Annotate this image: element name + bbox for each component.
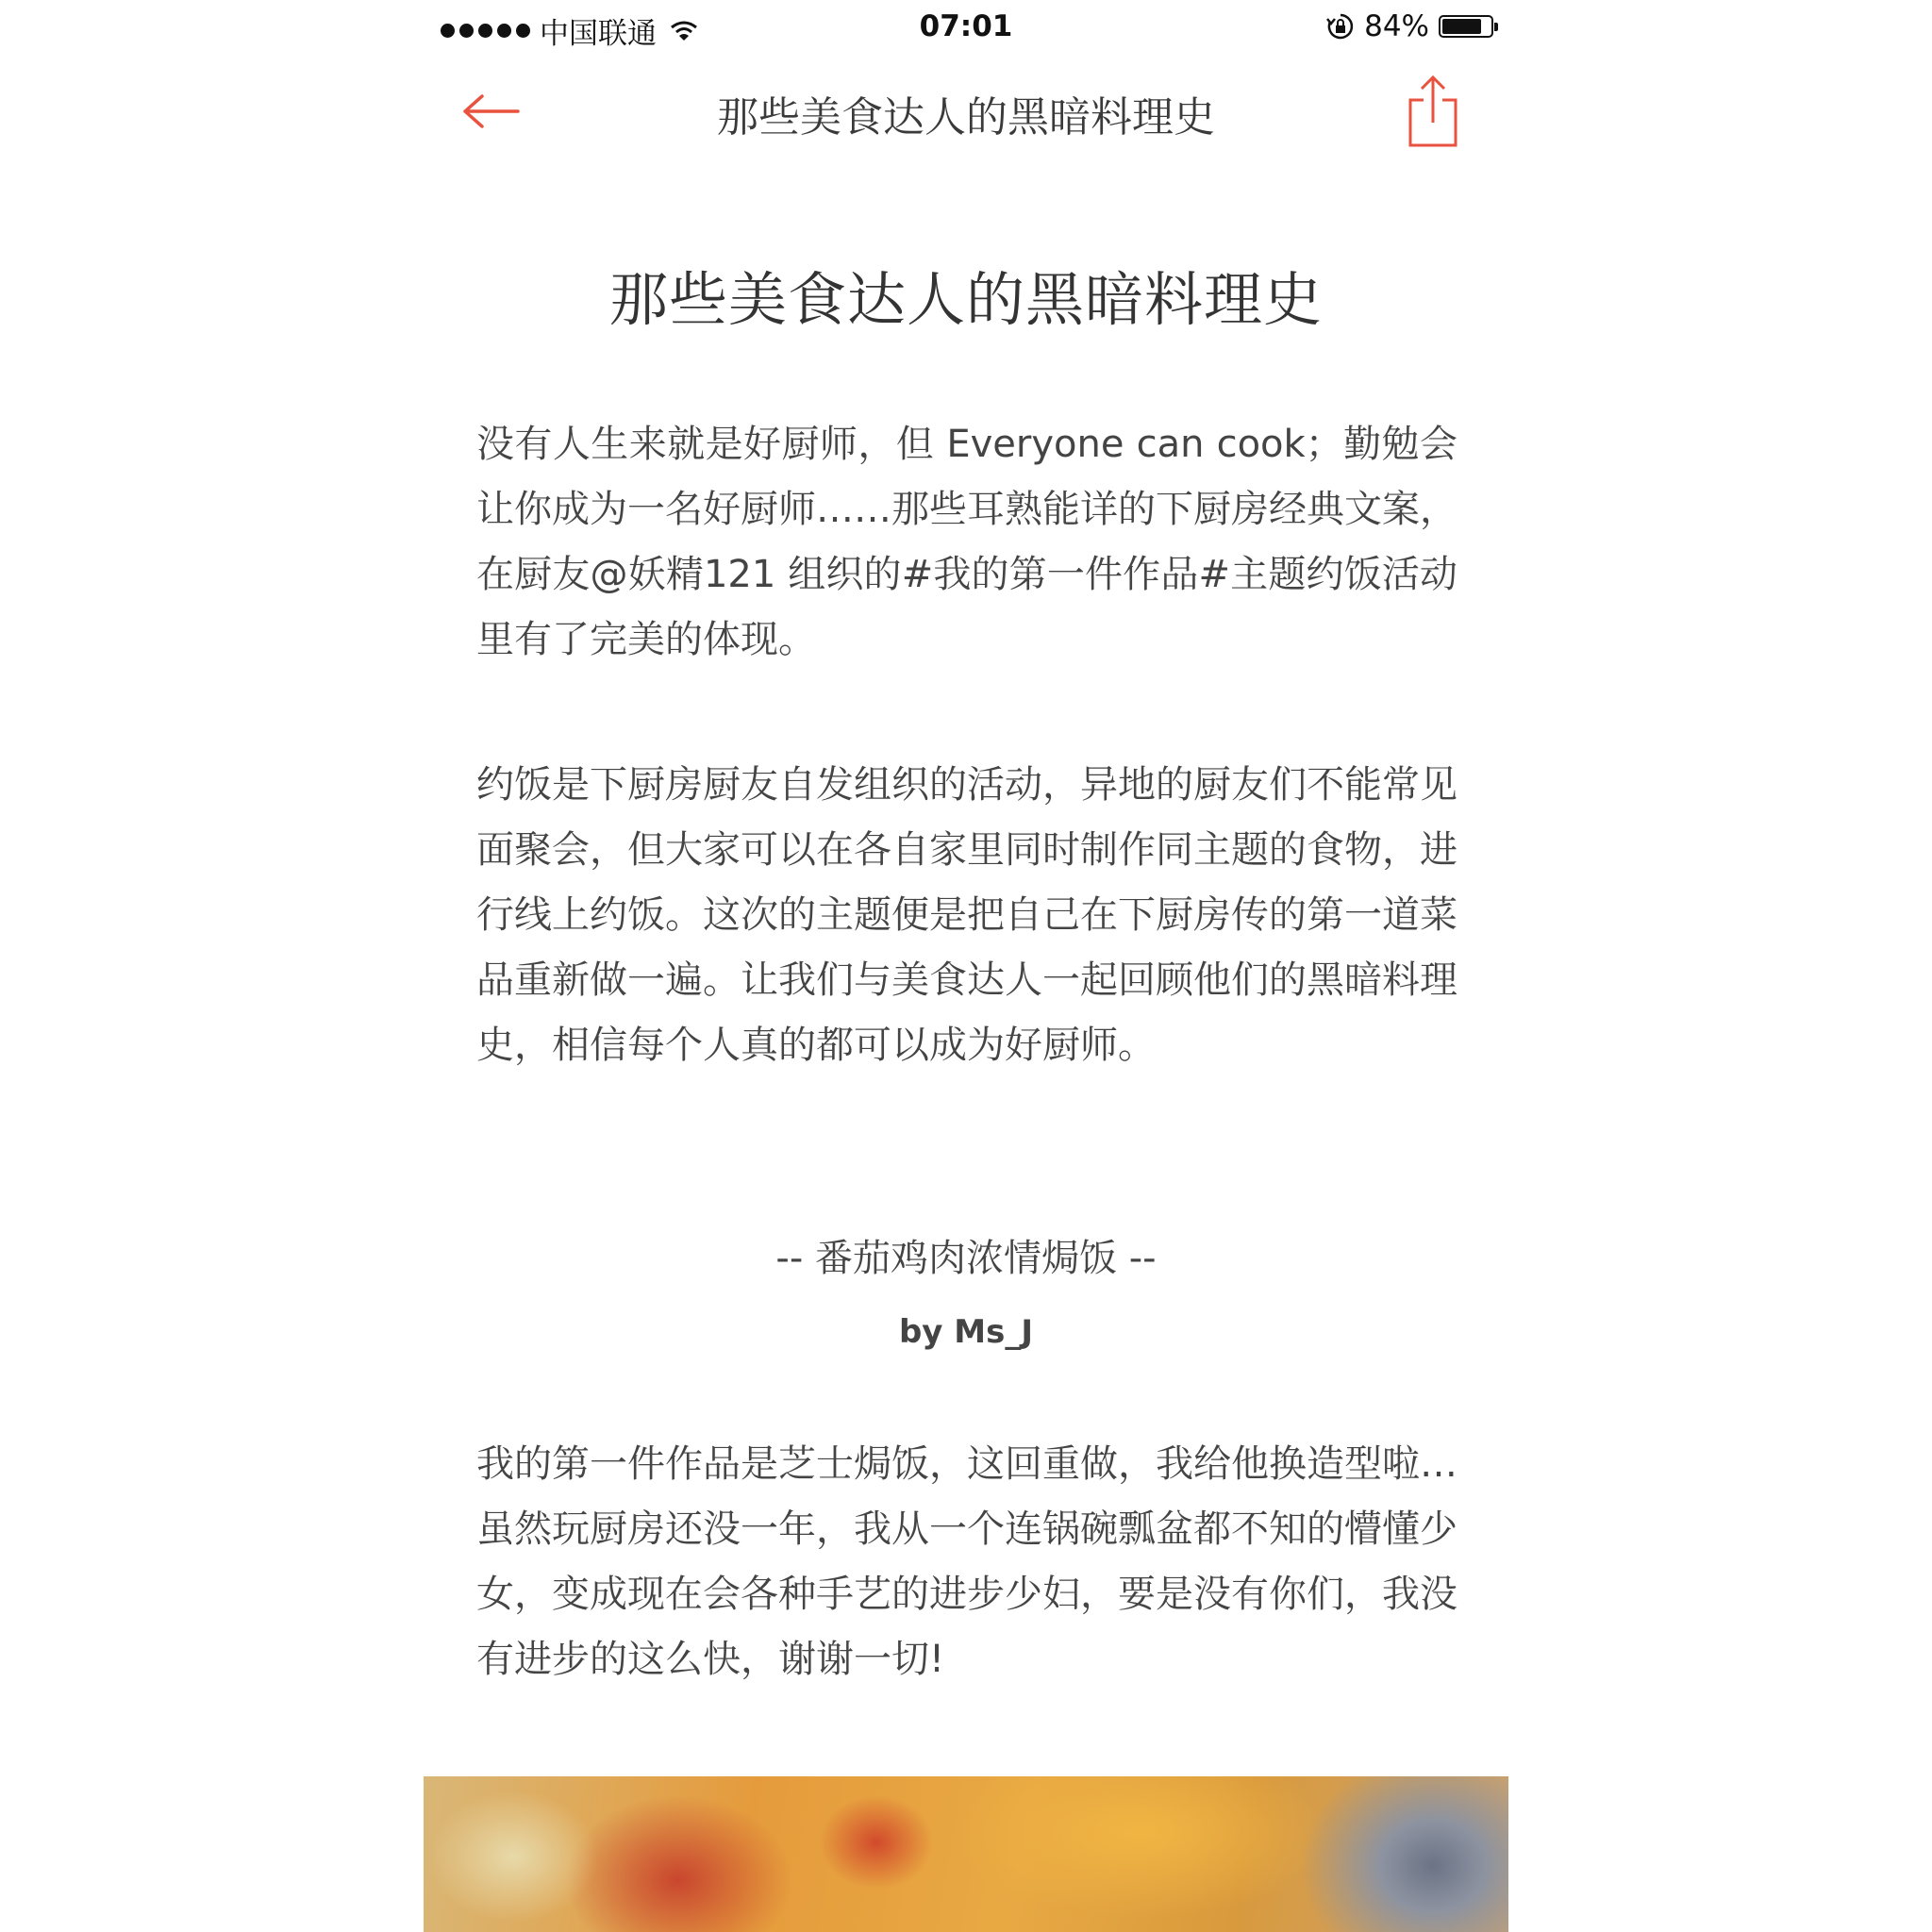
status-time: 07:01	[919, 9, 1013, 43]
article-title: 那些美食达人的黑暗料理史	[608, 265, 1323, 334]
status-bar	[424, 0, 1508, 55]
share-icon	[1405, 74, 1461, 149]
dish-description: 我的第一件作品是芝士焗饭，这回重做，我给他换造型啦…虽然玩厨房还没一年，我从一个连锅碗瓢盆都不知的懵懂少女，变成现在会各种手艺的进步少妇，要是没有你们，我没有进步的这么快，谢谢一切!	[476, 1442, 1457, 1681]
nav-title: 那些美食达人的黑暗料理史	[717, 93, 1215, 142]
orientation-lock-icon	[1326, 12, 1355, 41]
nav-bar	[424, 66, 1508, 160]
activity-paragraph: 约饭是下厨房厨友自发组织的活动，异地的厨友们不能常见面聚会，但大家可以在各自家里同时制作同主题的食物，进行线上约饭。这次的主题便是把自己在下厨房传的第一道菜品重新做一遍。让我们与美食达人一起回顾他们的黑暗料理史，相信每个人真的都可以成为好厨师。	[476, 763, 1457, 1067]
carrier-name: 中国联通	[540, 17, 657, 51]
article-screen	[424, 0, 1508, 1932]
dish-photo[interactable]	[424, 1776, 1508, 1932]
dish-title: -- 番茄鸡肉浓情焗饭 --	[775, 1237, 1157, 1280]
battery-fill	[1442, 19, 1481, 34]
intro-paragraph: 没有人生来就是好厨师，但 Everyone can cook；勤勉会让你成为一名好厨师……那些耳熟能详的下厨房经典文案，在厨友@妖精121 组织的#我的第一件作品#主题约饭活动里有了完美的体现。	[476, 423, 1457, 661]
share-button[interactable]	[1405, 74, 1461, 149]
battery-icon	[1439, 15, 1493, 38]
status-right	[1326, 9, 1493, 43]
battery-percent: 84%	[1364, 9, 1429, 43]
dish-author: by Ms_J	[898, 1313, 1034, 1351]
